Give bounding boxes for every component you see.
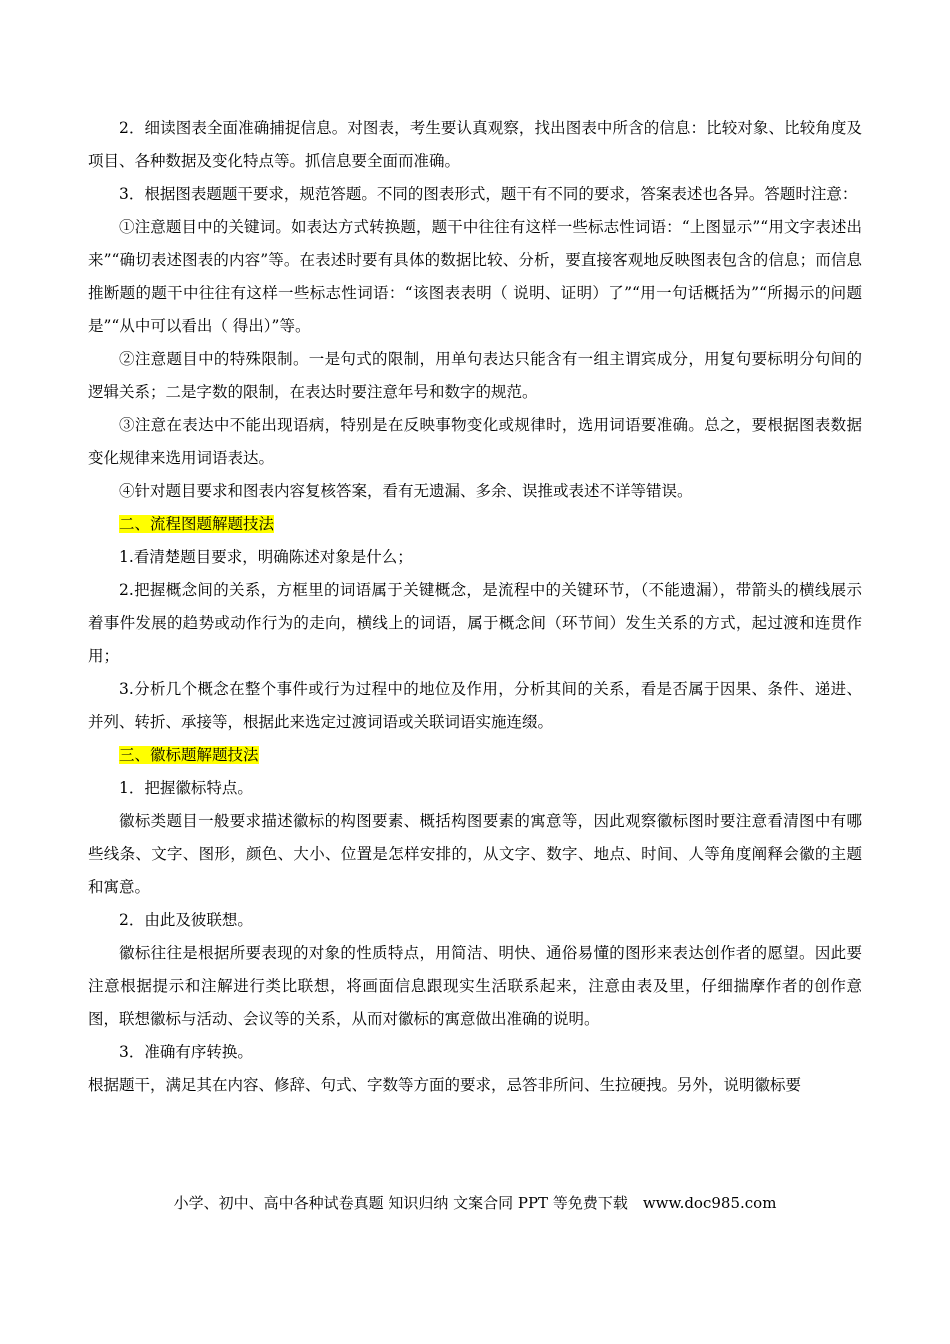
paragraph-flowchart-step-2: 2.把握概念间的关系，方框里的词语属于关键概念，是流程中的关键环节，（不能遗漏），带箭头的横线展示着事件发展的趋势或动作行为的走向，横线上的词语，属于概念间（环节间）发生关系的方式，起过渡和连贯作用；: [88, 581, 862, 665]
paragraph-review-answer: ④针对题目要求和图表内容复核答案，看有无遗漏、多余、误推或表述不详等错误。: [119, 482, 693, 500]
paragraph-flowchart-step-3: 3.分析几个概念在整个事件或行为过程中的地位及作用，分析其间的关系，看是否属于因果、条件、递进、并列、转折、承接等，根据此来选定过渡词语或关联词语实施连缀。: [88, 680, 862, 731]
paragraph-logo-step-2-title: 2．由此及彼联想。: [119, 911, 253, 929]
paragraph-special-limits: ②注意题目中的特殊限制。一是句式的限制，用单句表达只能含有一组主谓宾成分，用复句要标明分句间的逻辑关系；二是字数的限制，在表达时要注意年号和数字的规范。: [88, 350, 862, 401]
paragraph-logo-step-1-title: 1．把握徽标特点。: [119, 779, 253, 797]
page-footer: 小学、初中、高中各种试卷真题 知识归纳 文案合同 PPT 等免费下载 www.doc985.com: [173, 1194, 777, 1212]
paragraph-answer-requirements: 3．根据图表题题干要求，规范答题。不同的图表形式，题干有不同的要求，答案表述也各异。答题时注意：: [119, 185, 858, 203]
paragraph-logo-step-3-body: 根据题干，满足其在内容、修辞、句式、字数等方面的要求，忌答非所问、生拉硬拽。另外，说明徽标要: [88, 1076, 802, 1094]
paragraph-read-charts: 2．细读图表全面准确捕捉信息。对图表，考生要认真观察，找出图表中所含的信息：比较对象、比较角度及项目、各种数据及变化特点等。抓信息要全面而准确。: [88, 119, 862, 170]
section-heading-logo: [88, 739, 862, 772]
paragraph-keywords: ①注意题目中的关键词。如表达方式转换题，题干中往往有这样一些标志性词语：“上图显示”“用文字表述出来”“确切表述图表的内容”等。在表述时要有具体的数据比较、分析，要直接客观地反映图表包含的信息；而信息推断题的题干中往往有这样一些标志性词语：“该图表表明（ 说明、证明）了”“用一句话概括为”“所揭示的问题是”“从中可以看出（ 得出）”等。: [88, 218, 862, 335]
paragraph-logo-step-3-title: 3．准确有序转换。: [119, 1043, 253, 1061]
paragraph-no-grammar-errors: ③注意在表达中不能出现语病，特别是在反映事物变化或规律时，选用词语要准确。总之，要根据图表数据变化规律来选用词语表达。: [88, 416, 862, 467]
section-heading-logo-text: 三、徽标题解题技法: [119, 746, 259, 764]
document-body: [88, 112, 862, 1102]
section-heading-flowchart-text: 二、流程图题解题技法: [119, 515, 275, 533]
paragraph-flowchart-step-1: 1.看清楚题目要求，明确陈述对象是什么；: [119, 548, 413, 566]
paragraph-logo-step-2-body: 徽标往往是根据所要表现的对象的性质特点，用简洁、明快、通俗易懂的图形来表达创作者的愿望。因此要注意根据提示和注解进行类比联想，将画面信息跟现实生活联系起来，注意由表及里，仔细揣摩作者的创作意图，联想徽标与活动、会议等的关系，从而对徽标的寓意做出准确的说明。: [88, 944, 862, 1028]
paragraph-logo-step-1-body: 徽标类题目一般要求描述徽标的构图要素、概括构图要素的寓意等，因此观察徽标图时要注意看清图中有哪些线条、文字、图形，颜色、大小、位置是怎样安排的，从文字、数字、地点、时间、人等角度阐释会徽的主题和寓意。: [88, 812, 862, 896]
section-heading-flowchart: [88, 508, 862, 541]
